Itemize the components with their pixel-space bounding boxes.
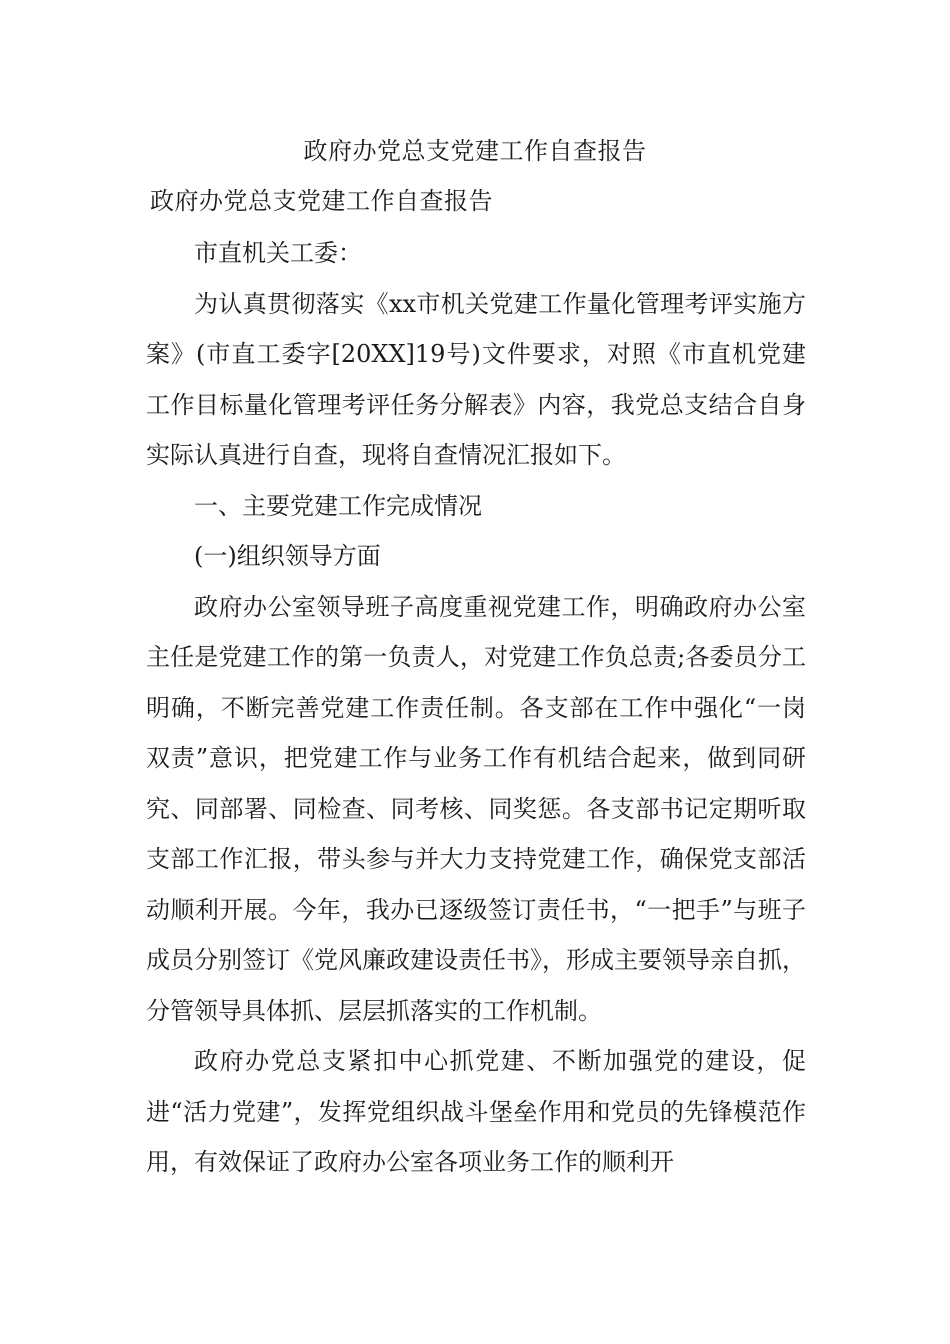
paragraph-party-building: 政府办党总支紧扣中心抓党建、不断加强党的建设，促进“活力党建”，发挥党组织战斗堡垒作用和党员的先锋模范作用，有效保证了政府办公室各项业务工作的顺利开 [146, 1047, 806, 1176]
subsection-heading: (一)组织领导方面 [194, 542, 381, 570]
document-title: 政府办党总支党建工作自查报告 [303, 137, 647, 165]
salutation: 市直机关工委： [194, 239, 362, 267]
document-body [146, 228, 806, 1188]
paragraph-organization: 政府办公室领导班子高度重视党建工作，明确政府办公室主任是党建工作的第一负责人，对党建工作负总责;各委员分工明确，不断完善党建工作责任制。各支部在工作中强化“一岗双责”意识，把党建工作与业务工作有机结合起来，做到同研究、同部署、同检查、同考核、同奖惩。各支部书记定期听取支部工作汇报，带头参与并大力支持党建工作，确保党支部活动顺利开展。今年，我办已逐级签订责任书，“一把手”与班子成员分别签订《党风廉政建设责任书》，形成主要领导亲自抓，分管领导具体抓、层层抓落实的工作机制。 [146, 592, 806, 1025]
paragraph-intro: 为认真贯彻落实《xx市机关党建工作量化管理考评实施方案》(市直工委字[20XX]19号)文件要求，对照《市直机党建工作目标量化管理考评任务分解表》内容，我党总支结合自身实际认真进行自查，现将自查情况汇报如下。 [146, 289, 806, 469]
section-heading: 一、主要党建工作完成情况 [194, 491, 482, 520]
document-subtitle: 政府办党总支党建工作自查报告 [150, 187, 493, 215]
